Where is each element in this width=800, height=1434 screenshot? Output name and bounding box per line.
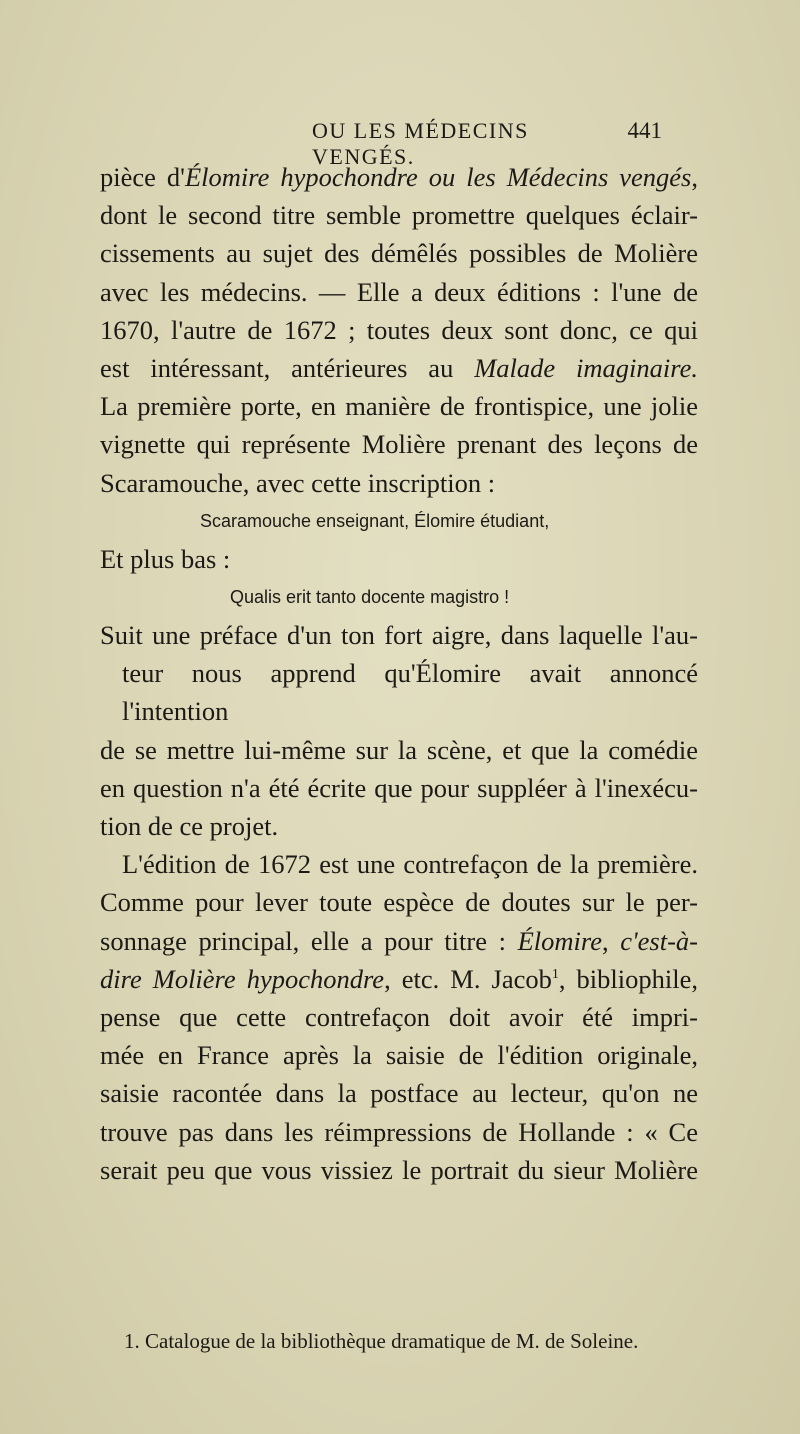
paragraph-line: mée en France après la saisie de l'édition originale, <box>100 1040 698 1071</box>
paragraph-line: cissements au sujet des démêlés possibles de Molière <box>100 238 698 269</box>
book-title: Élomire hypochondre ou les Médecins vengés <box>184 162 692 192</box>
paragraph-line: Comme pour lever toute espèce de doutes sur le per- <box>100 887 698 918</box>
paragraph-line: 1670, l'autre de 1672 ; toutes deux sont donc, ce qui <box>100 314 698 345</box>
paragraph-line: saisie racontée dans la postface au lecteur, qu'on ne <box>100 1078 698 1109</box>
footnote-reference: 1 <box>551 967 559 983</box>
footnote <box>124 1326 704 1356</box>
paragraph-line: teur nous apprend qu'Élomire avait annoncé l'intention <box>122 658 698 727</box>
paragraph-line: Et plus bas : <box>100 543 231 574</box>
paragraph-line: dire Molière hypochondre, etc. M. Jacob$^1$, bibliophile, <box>100 963 698 994</box>
paragraph-line: pense que cette contrefaçon doit avoir été impri- <box>100 1002 698 1033</box>
book-title: Malade imaginaire. <box>474 353 699 384</box>
inscription-quote: Qualis erit tanto docente magistro ! <box>230 587 510 608</box>
paragraph-line: de se mettre lui-même sur la scène, et que la comédie <box>100 734 698 765</box>
paragraph-line: L'édition de 1672 est une contrefaçon de la première. <box>122 849 698 880</box>
paragraph-line: Suit une préface d'un ton fort aigre, dans laquelle l'au- <box>100 620 698 651</box>
inscription-quote: Scaramouche enseignant, Élomire étudiant, <box>200 510 550 531</box>
paragraph-line: vignette qui représente Molière prenant des leçons de <box>100 429 698 460</box>
book-title: Élomire <box>517 925 602 956</box>
paragraph-line: sonnage principal, elle a pour titre : Élomire, c'est-à- <box>100 925 699 956</box>
paragraph-line: avec les médecins. — Elle a deux éditions : l'une de <box>100 276 698 307</box>
footnote-marker: 1. <box>124 1329 140 1353</box>
book-title: dire Molière hypochondre <box>100 963 385 994</box>
body-text <box>100 158 698 1189</box>
paragraph-line: en question n'a été écrite que pour suppléer à l'inexécu- <box>100 772 698 803</box>
paragraph-line: dont le second titre semble promettre quelques éclair- <box>100 200 698 231</box>
running-title: OU LES MÉDECINS VENGÉS. <box>312 118 529 169</box>
footnote-text: Catalogue de la bibliothèque dramatique de M. de Soleine. <box>145 1329 639 1353</box>
paragraph-line: est intéressant, antérieures au Malade imaginaire. <box>100 353 699 384</box>
paragraph-line: tion de ce projet. <box>100 811 279 842</box>
paragraph-line: La première porte, en manière de frontispice, une jolie <box>100 391 698 422</box>
page-number: 441 <box>627 118 662 143</box>
paragraph-line: serait peu que vous vissiez le portrait du sieur Molière <box>100 1154 698 1185</box>
paragraph-line: trouve pas dans les réimpressions de Hollande : « Ce <box>100 1116 698 1147</box>
paragraph-line: pièce d'Élomire hypochondre ou les Médecins vengés, <box>100 162 698 192</box>
paragraph-line: Scaramouche, avec cette inscription : <box>100 467 496 498</box>
